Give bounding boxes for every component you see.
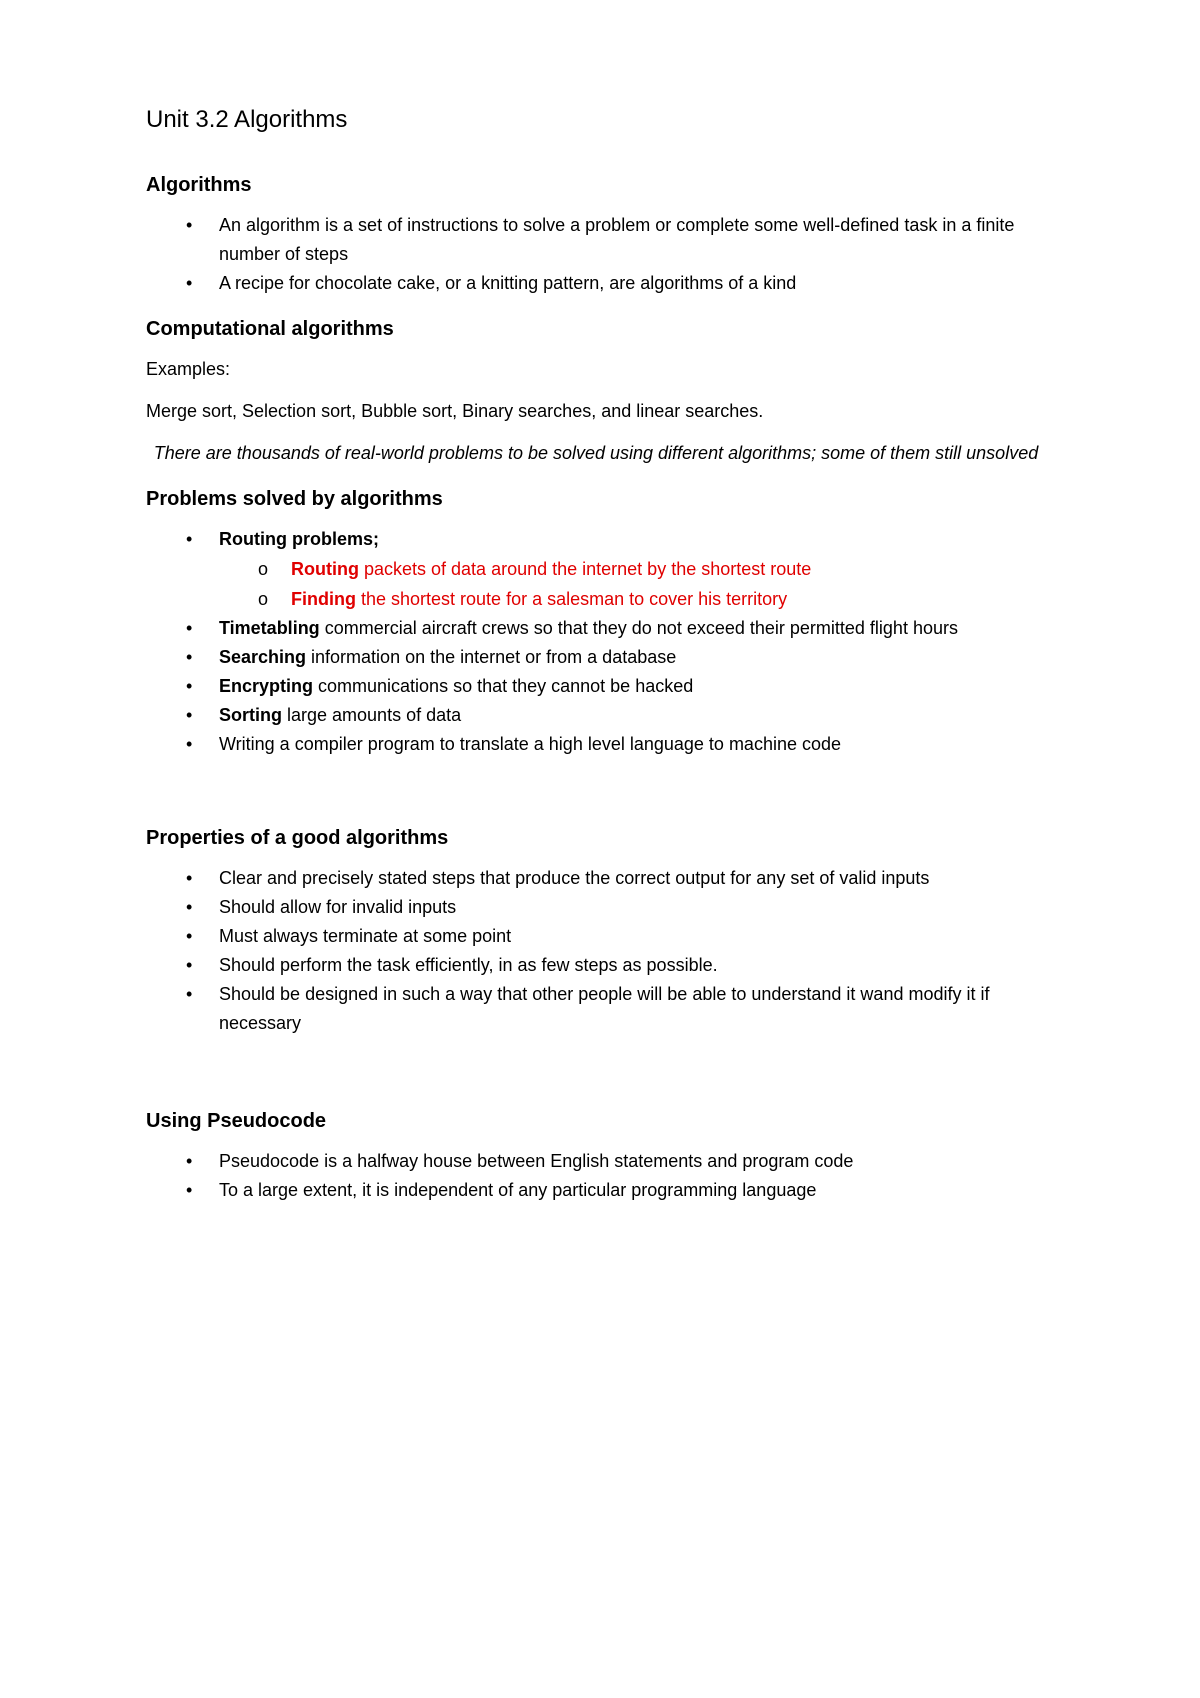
list-item: • Should perform the task efficiently, in as few steps as possible. bbox=[146, 951, 1046, 980]
page-title: Unit 3.2 Algorithms bbox=[146, 106, 348, 133]
section-algorithms bbox=[146, 174, 1046, 298]
italic-note: There are thousands of real-world problems to be solved using different algorithms; some of them still unsolved bbox=[153, 443, 1039, 463]
algorithms-list bbox=[146, 211, 1046, 298]
routing-sublist bbox=[146, 554, 1046, 614]
list-item: • Pseudocode is a halfway house between English statements and program code bbox=[146, 1147, 1046, 1176]
item-keyword: Encrypting bbox=[219, 676, 314, 696]
list-item bbox=[146, 672, 1046, 701]
heading-algorithms: Algorithms bbox=[146, 174, 252, 196]
list-item bbox=[146, 643, 1046, 672]
heading-pseudocode: Using Pseudocode bbox=[146, 1110, 327, 1132]
document-content bbox=[146, 106, 1046, 1225]
routing-label: Routing problems; bbox=[219, 529, 379, 549]
spacer bbox=[146, 779, 1046, 827]
item-text: commercial aircraft crews so that they do not exceed their permitted flight hours bbox=[319, 618, 958, 638]
item-text: information on the internet or from a database bbox=[306, 647, 677, 667]
examples-label: Examples: bbox=[146, 359, 231, 379]
section-problems bbox=[146, 488, 1046, 759]
list-item: • Writing a compiler program to translate a high level language to machine code bbox=[146, 730, 1046, 759]
item-text: communications so that they cannot be hacked bbox=[313, 676, 694, 696]
sub-text: packets of data around the internet by the shortest route bbox=[358, 559, 812, 579]
item-keyword: Timetabling bbox=[219, 618, 320, 638]
examples-text: Merge sort, Selection sort, Bubble sort, Binary searches, and linear searches. bbox=[146, 401, 764, 421]
section-computational bbox=[146, 318, 1046, 468]
sub-keyword: Routing bbox=[291, 559, 359, 579]
list-item: • To a large extent, it is independent of any particular programming language bbox=[146, 1176, 1046, 1205]
section-pseudocode bbox=[146, 1110, 1046, 1205]
heading-properties: Properties of a good algorithms bbox=[146, 827, 449, 849]
sub-text: the shortest route for a salesman to cover his territory bbox=[355, 589, 788, 609]
pseudocode-list bbox=[146, 1147, 1046, 1205]
heading-computational: Computational algorithms bbox=[146, 318, 394, 340]
list-item: • Should allow for invalid inputs bbox=[146, 893, 1046, 922]
list-item: • Must always terminate at some point bbox=[146, 922, 1046, 951]
properties-list bbox=[146, 864, 1046, 1038]
sub-list-item bbox=[146, 584, 1046, 614]
item-text: large amounts of data bbox=[282, 705, 462, 725]
list-item: • Clear and precisely stated steps that produce the correct output for any set of valid inputs bbox=[146, 864, 1046, 893]
spacer bbox=[146, 1058, 1046, 1110]
list-item bbox=[146, 614, 1046, 643]
section-properties bbox=[146, 827, 1046, 1038]
item-keyword: Searching bbox=[219, 647, 307, 667]
list-item-routing bbox=[146, 525, 1046, 614]
sub-keyword: Finding bbox=[291, 589, 356, 609]
list-item: • Should be designed in such a way that other people will be able to understand it wand modify it if necessary bbox=[146, 980, 1046, 1038]
problems-list bbox=[146, 525, 1046, 759]
list-item: • A recipe for chocolate cake, or a knitting pattern, are algorithms of a kind bbox=[146, 269, 1046, 298]
heading-problems: Problems solved by algorithms bbox=[146, 488, 443, 510]
sub-list-item bbox=[146, 554, 1046, 584]
item-keyword: Sorting bbox=[219, 705, 282, 725]
list-item bbox=[146, 701, 1046, 730]
list-item: • An algorithm is a set of instructions to solve a problem or complete some well-defined task in a finite number of steps bbox=[146, 211, 1046, 269]
